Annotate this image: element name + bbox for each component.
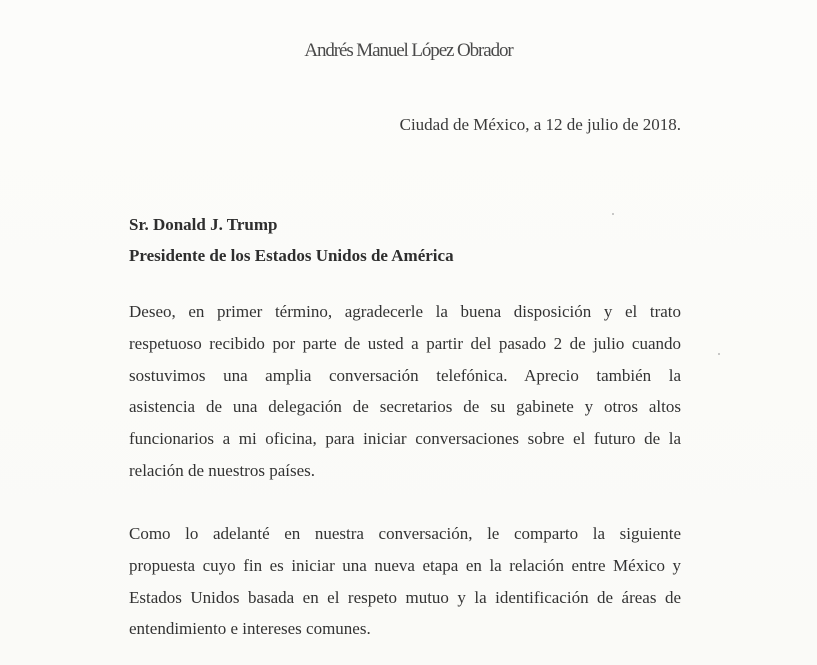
paragraph-line: sostuvimos una amplia conversación telefónica. Aprecio también la bbox=[129, 365, 681, 385]
paragraph-line: Deseo, en primer término, agradecerle la buena disposición y el trato bbox=[129, 302, 681, 321]
paragraph-line: Estados Unidos basada en el respeto mutuo y la identificación de áreas de bbox=[129, 587, 681, 607]
paragraph-line: entendimiento e intereses comunes. bbox=[129, 619, 371, 639]
paragraph-line: Como lo adelanté en nuestra conversación, le comparto la siguiente bbox=[129, 524, 681, 543]
letterhead-name: Andrés Manuel López Obrador bbox=[304, 40, 513, 61]
paragraph-line: respetuoso recibido por parte de usted a partir del pasado 2 de julio cuando bbox=[129, 333, 681, 353]
paragraph-1 bbox=[129, 296, 681, 487]
paragraph-2 bbox=[129, 518, 681, 645]
paper-speck bbox=[612, 213, 614, 215]
recipient-block bbox=[129, 209, 454, 271]
letter-date: Ciudad de México, a 12 de julio de 2018. bbox=[399, 115, 681, 134]
paragraph-line: propuesta cuyo fin es iniciar una nueva etapa en la relación entre México y bbox=[129, 555, 681, 575]
paragraph-line: funcionarios a mi oficina, para iniciar conversaciones sobre el futuro de la bbox=[129, 429, 681, 449]
paragraph-line: asistencia de una delegación de secretarios de su gabinete y otros altos bbox=[129, 397, 681, 417]
paper-speck bbox=[718, 353, 720, 355]
recipient-title: Presidente de los Estados Unidos de América bbox=[129, 246, 454, 265]
recipient-name: Sr. Donald J. Trump bbox=[129, 215, 278, 234]
paragraph-line: relación de nuestros países. bbox=[129, 460, 315, 480]
